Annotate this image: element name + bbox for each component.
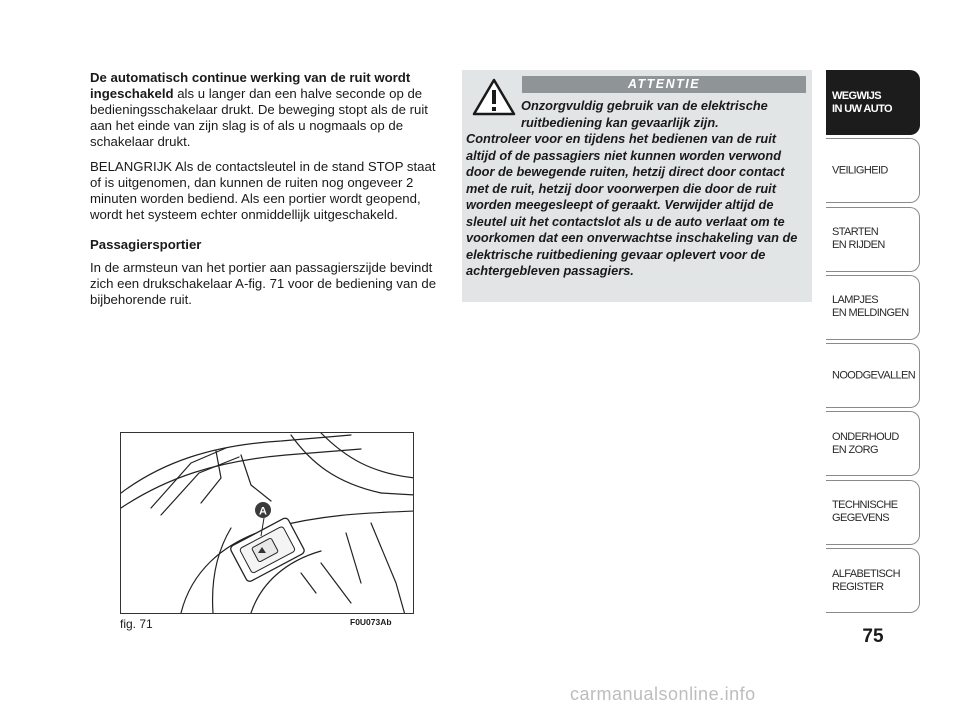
sidebar-tab-wegwijs[interactable] — [826, 70, 920, 135]
sidebar-tab-label: LAMPJES EN MELDINGEN — [832, 294, 909, 320]
sidebar-tab-label: ONDERHOUD EN ZORG — [832, 430, 899, 456]
warning-text — [466, 98, 808, 280]
paragraph-auto-mode-rest: als u langer dan een halve seconde op de bedieningsschakelaar drukt. De beweging stopt als de ruit aan het einde van zijn slag is of als u nogmaals op de schakelaar drukt. — [90, 86, 428, 149]
sidebar-tab-label: ALFABETISCH REGISTER — [832, 567, 900, 593]
door-armrest-illustration — [121, 433, 414, 614]
watermark: carmanualsonline.info — [570, 684, 756, 704]
figure-caption: fig. 71 — [120, 617, 153, 631]
figure-code: F0U073Ab — [350, 617, 392, 627]
sidebar-tab-label: NOODGEVALLEN — [832, 369, 916, 382]
warning-box — [462, 70, 812, 302]
sidebar-tab-lampjes[interactable] — [826, 275, 920, 340]
chapter-sidebar — [826, 70, 920, 616]
sidebar-tab-label: VEILIGHEID — [832, 164, 888, 177]
sidebar-tab-technische[interactable] — [826, 480, 920, 545]
sidebar-tab-label: TECHNISCHE GEGEVENS — [832, 499, 898, 525]
sidebar-tab-starten[interactable] — [826, 207, 920, 272]
sidebar-tab-alfabetisch[interactable] — [826, 548, 920, 613]
warning-intro: Onzorgvuldig gebruik van de elektrische ruitbediening kan gevaarlijk zijn. — [521, 98, 768, 130]
window-switch — [229, 517, 305, 583]
warning-body: Controleer voor en tijdens het bedienen van de ruit altijd of de passagiers niet kunnen worden verwond door de bewegende ruiten, hetzij direct door contact met de ruit, hetzij door voorwerpen die door de ruit worden meegesleept of geraakt. Verwijder altijd de sleutel uit het contactslot als u de auto verlaat om te voorkomen dat een onverwachtse inschakeling van de elektrische ruitbediening gevaar oplevert voor de achtergebleven passagiers. — [466, 131, 798, 278]
page-number: 75 — [862, 626, 884, 647]
paragraph-auto-mode — [90, 70, 445, 150]
warning-header: ATTENTIE — [522, 76, 806, 93]
paragraph-auto-mode-bold: De automatisch continue werking van de ruit wordt ingeschakeld — [90, 70, 411, 101]
sidebar-tab-label: STARTEN EN RIJDEN — [832, 226, 885, 252]
sidebar-tab-veiligheid[interactable] — [826, 138, 920, 203]
sidebar-tab-label: WEGWIJS IN UW AUTO — [832, 89, 892, 115]
paragraph-important: BELANGRIJK Als de contactsleutel in de stand STOP staat of is uitgenomen, dan kunnen de ruiten nog ongeveer 2 minuten worden bediend. Als een portier wordt geopend, wordt het systeem echter onmiddellijk uitgeschakeld. — [90, 159, 436, 222]
marker-a-label: A — [259, 505, 267, 518]
main-text-column — [90, 70, 445, 317]
paragraph-passenger-door: In de armsteun van het portier aan passagierszijde bevindt zich een drukschakelaar A-fig. 71 voor de bediening van de bijbehorende ruit. — [90, 260, 437, 307]
sidebar-tab-onderhoud[interactable] — [826, 411, 920, 476]
sidebar-tab-noodgevallen[interactable] — [826, 343, 920, 408]
figure-71-door-armrest — [120, 432, 414, 614]
section-heading-passenger-door: Passagiersportier — [90, 237, 202, 252]
